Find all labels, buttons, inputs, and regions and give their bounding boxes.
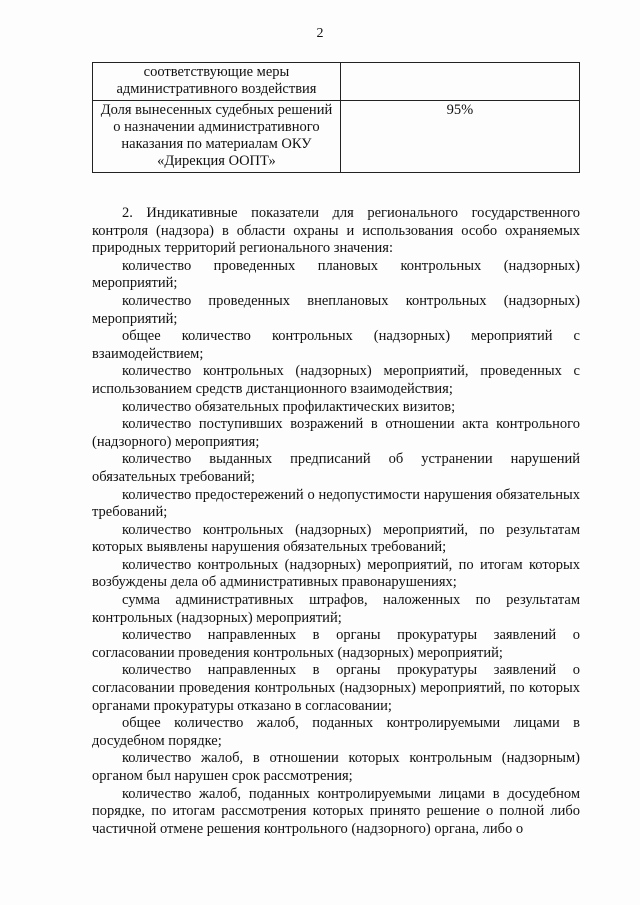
table-cell-name: соответствующие меры административного воздействия bbox=[93, 63, 341, 101]
indicator-item: количество жалоб, поданных контролируемыми лицами в досудебном порядке, по итогам рассмотрения которых принято решение о полной либо частичной отмене решения контрольного (надзорного) органа, либо о bbox=[92, 785, 580, 837]
page-number: 2 bbox=[316, 26, 324, 41]
section-2-text bbox=[92, 205, 580, 838]
indicator-item: общее количество жалоб, поданных контролируемыми лицами в досудебном порядке; bbox=[92, 715, 580, 749]
indicator-item: количество направленных в органы прокуратуры заявлений о согласовании проведения контрольных (надзорных) мероприятий; bbox=[92, 627, 580, 661]
table-row bbox=[93, 101, 580, 173]
indicator-item: сумма административных штрафов, наложенных по результатам контрольных (надзорных) мероприятий; bbox=[92, 592, 580, 626]
indicators-table bbox=[92, 62, 580, 173]
indicator-item: количество проведенных внеплановых контрольных (надзорных) мероприятий; bbox=[92, 292, 580, 327]
indicator-item: общее количество контрольных (надзорных) мероприятий с взаимодействием; bbox=[92, 328, 580, 362]
indicator-item: количество выданных предписаний об устранении нарушений обязательных требований; bbox=[92, 451, 580, 485]
section-intro: 2. Индикативные показатели для регионального государственного контроля (надзора) в области охраны и использования особо охраняемых природных территорий регионального значения: bbox=[92, 205, 580, 257]
indicator-item: количество контрольных (надзорных) мероприятий, по итогам которых возбуждены дела об административных правонарушениях; bbox=[92, 556, 580, 591]
indicator-item: количество направленных в органы прокуратуры заявлений о согласовании проведения контрольных (надзорных) мероприятий, по которых органами прокуратуры отказано в согласовании; bbox=[92, 662, 580, 714]
indicator-item: количество контрольных (надзорных) мероприятий, по результатам которых выявлены нарушения обязательных требований; bbox=[92, 521, 580, 556]
table-row bbox=[93, 63, 580, 101]
indicator-item: количество проведенных плановых контрольных (надзорных) мероприятий; bbox=[92, 257, 580, 292]
indicator-item: количество жалоб, в отношении которых контрольным (надзорным) органом был нарушен срок рассмотрения; bbox=[92, 750, 580, 784]
indicator-item: количество предостережений о недопустимости нарушения обязательных требований; bbox=[92, 486, 580, 521]
indicator-item: количество обязательных профилактических визитов; bbox=[122, 398, 456, 415]
indicator-item: количество поступивших возражений в отношении акта контрольного (надзорного) мероприятия; bbox=[92, 416, 580, 450]
table-cell-value bbox=[340, 63, 579, 101]
table-cell-name: Доля вынесенных судебных решений о назначении административного наказания по материалам ОКУ «Дирекция ООПТ» bbox=[93, 101, 341, 173]
table-cell-value: 95% bbox=[340, 101, 579, 173]
indicator-item: количество контрольных (надзорных) мероприятий, проведенных с использованием средств дистанционного взаимодействия; bbox=[92, 363, 580, 397]
